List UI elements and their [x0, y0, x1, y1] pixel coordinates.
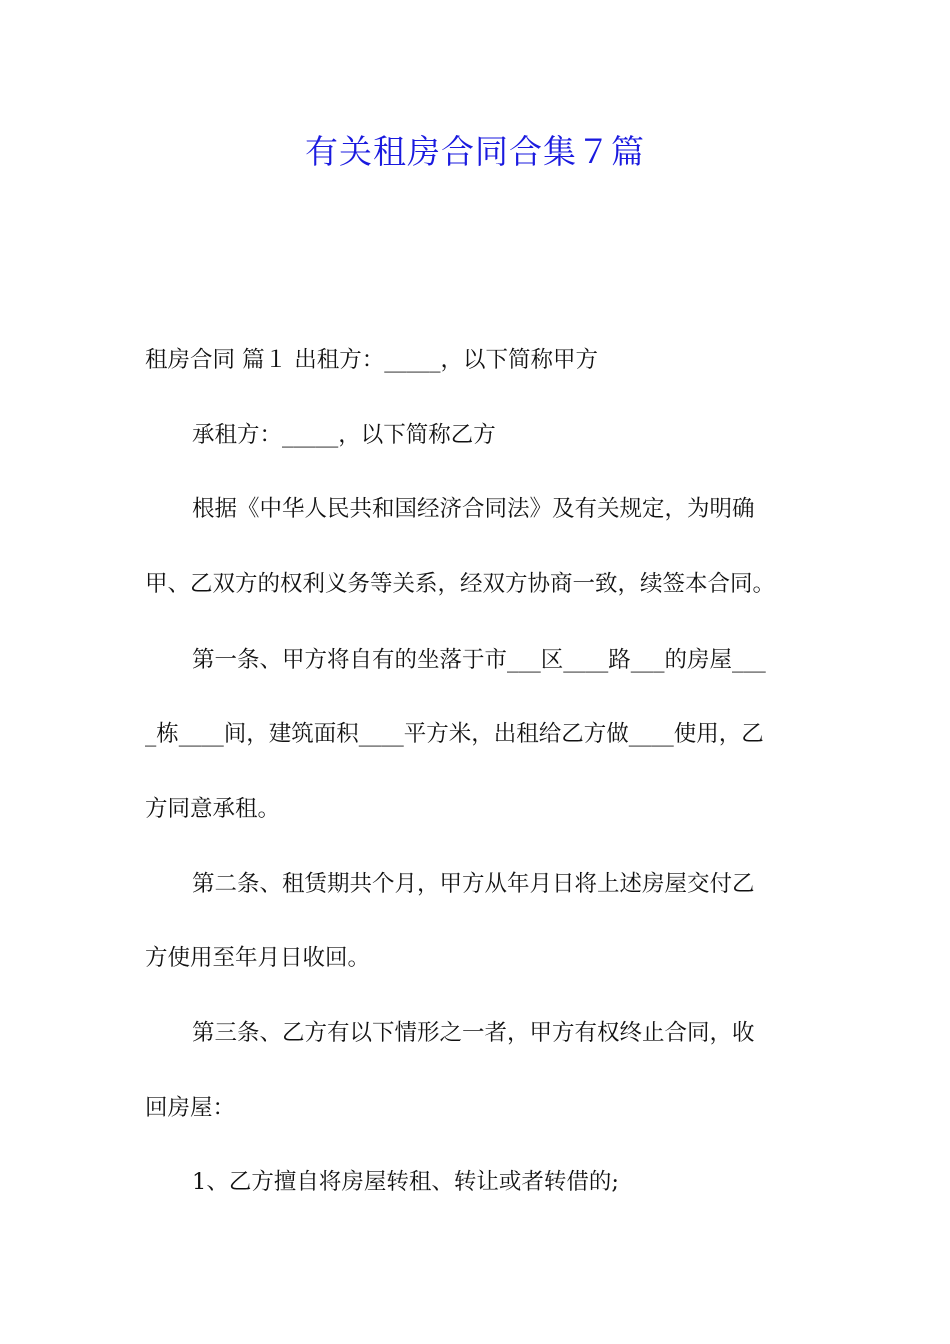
document-title: 有关租房合同合集７篇	[305, 132, 645, 171]
paragraph-line: 方同意承租。	[145, 796, 281, 822]
paragraph-line: 方使用至年月日收回。	[145, 945, 371, 971]
paragraph-line: 回房屋：	[145, 1095, 236, 1121]
paragraph-line: _栋____间，建筑面积____平方米，出租给乙方做____使用，乙	[145, 721, 764, 747]
paragraph-line: 根据《中华人民共和国经济合同法》及有关规定，为明确	[192, 496, 755, 522]
paragraph-line: 承租方：_____，以下简称乙方	[192, 422, 496, 448]
paragraph-line: 第三条、乙方有以下情形之一者，甲方有权终止合同，收	[192, 1020, 755, 1046]
paragraph-line: 第二条、租赁期共个月，甲方从年月日将上述房屋交付乙	[192, 871, 755, 897]
paragraph-line: 甲、乙双方的权利义务等关系，经双方协商一致，续签本合同。	[145, 571, 776, 597]
paragraph-line: 租房合同 篇１ 出租方：_____，以下简称甲方	[145, 347, 599, 373]
paragraph-line: 第一条、甲方将自有的坐落于市___区____路___的房屋___	[192, 647, 766, 673]
paragraph-line: 1、乙方擅自将房屋转租、转让或者转借的;	[192, 1169, 619, 1195]
